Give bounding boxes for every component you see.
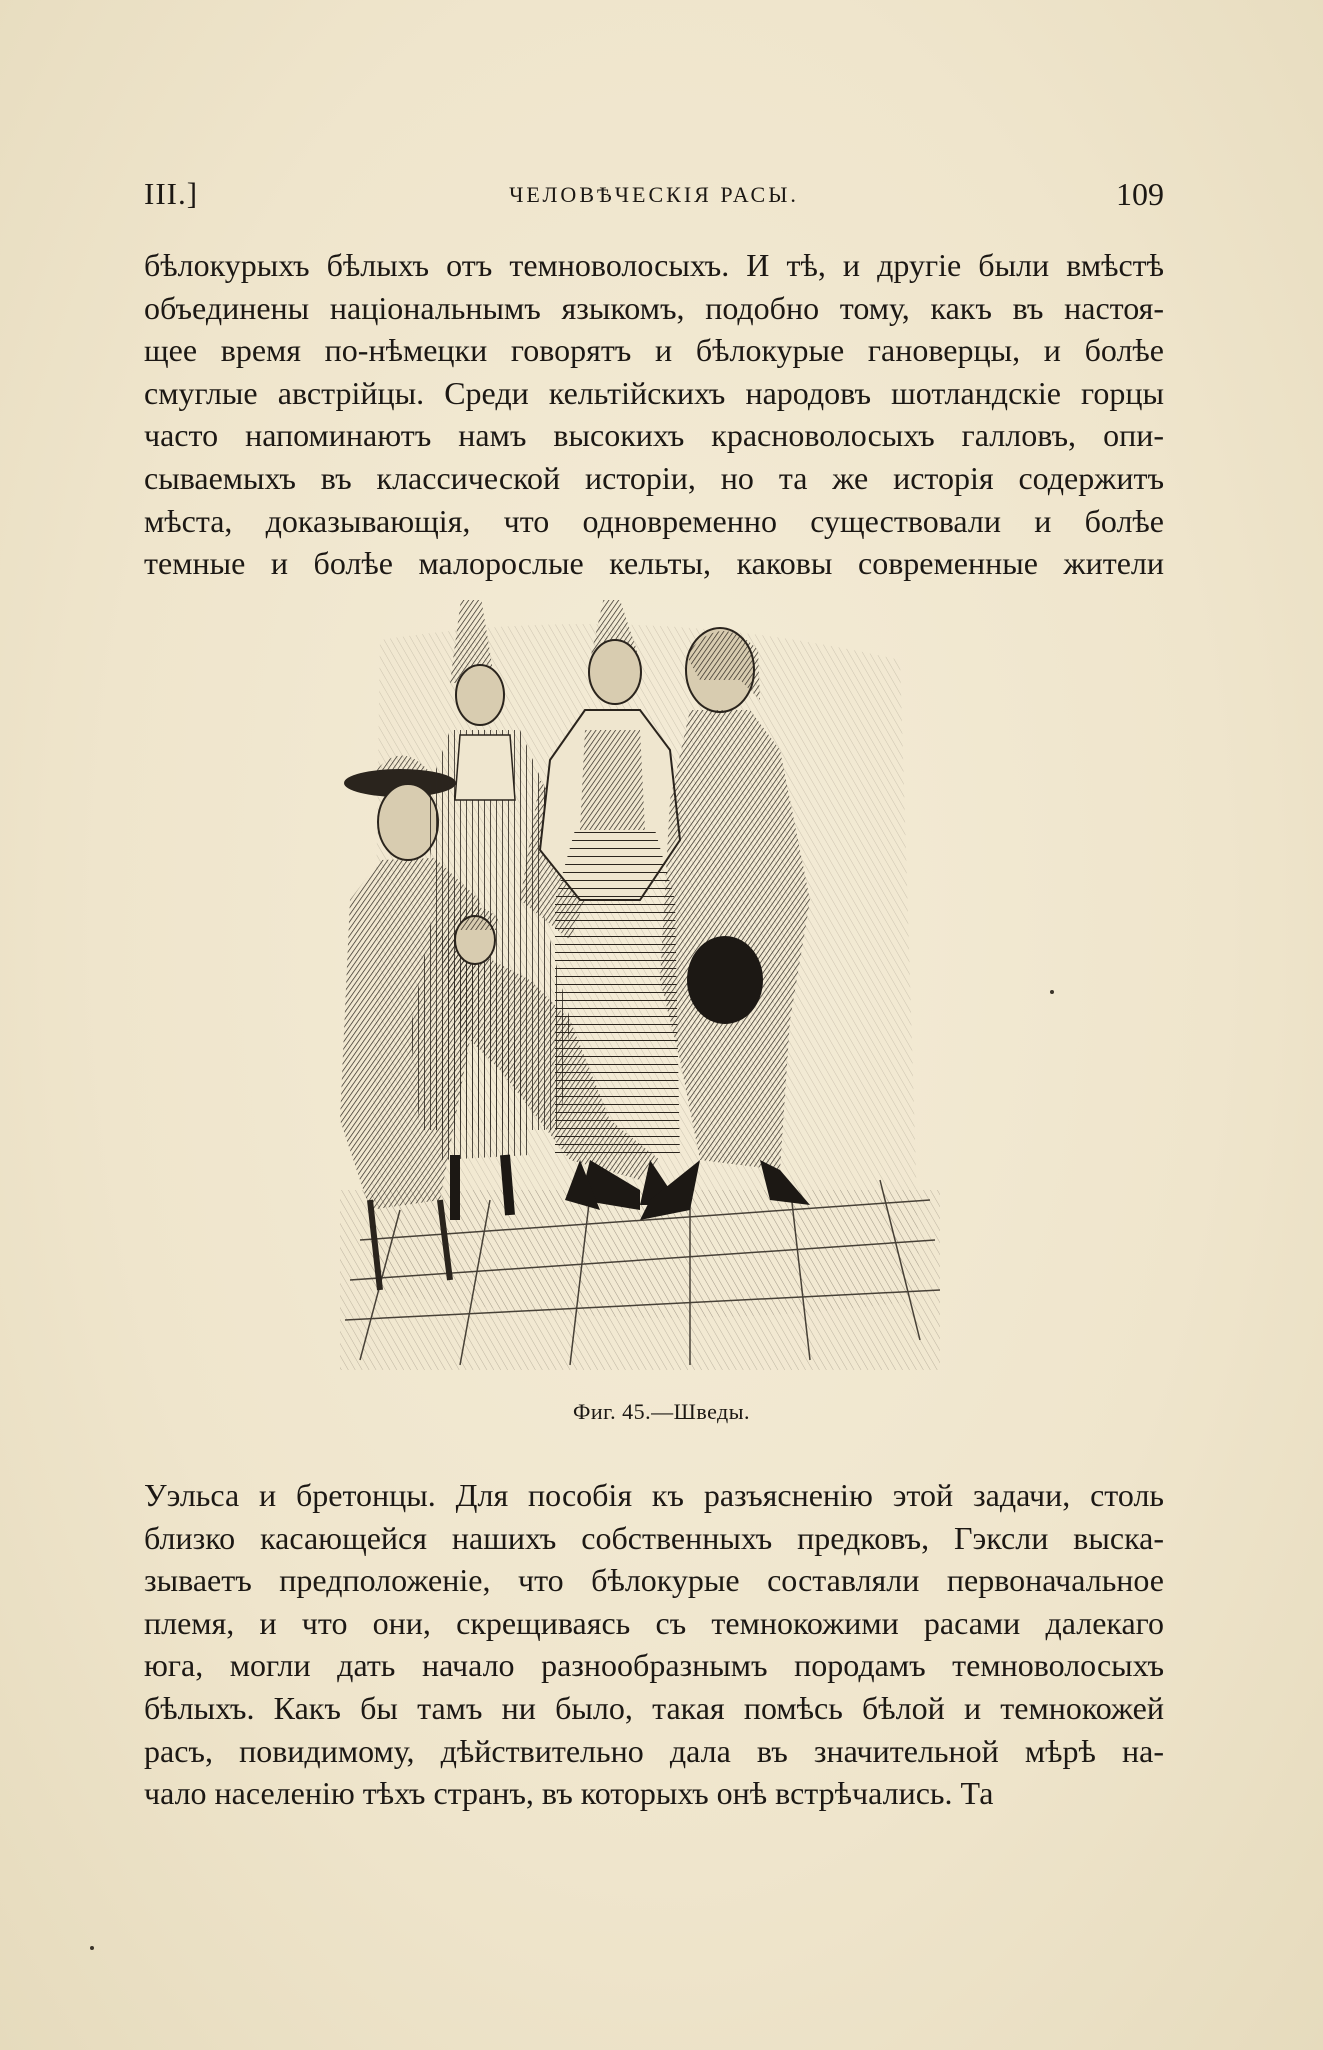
- page-number: 109: [1116, 176, 1164, 212]
- ink-speck: [90, 1946, 94, 1950]
- text-line: юга, могли дать начало разнообразнымъ породамъ темноволосыхъ: [144, 1647, 1164, 1684]
- chapter-number: III.]: [144, 176, 199, 211]
- text-line: зываетъ предположеніе, что бѣлокурые составляли первоначальное: [144, 1562, 1164, 1599]
- running-title: ЧЕЛОВѢЧЕСКІЯ РАСЫ.: [509, 182, 799, 207]
- text-line: сываемыхъ въ классической исторіи, но та же исторія содержитъ: [144, 459, 1164, 496]
- text-line: Уэльса и бретонцы. Для пособія къ разъясненію этой задачи, столь: [144, 1477, 1164, 1513]
- text-line: часто напоминаютъ намъ высокихъ красноволосыхъ галловъ, опи-: [144, 417, 1164, 454]
- text-line: темные и болѣе малорослые кельты, каковы современные жители: [144, 545, 1164, 582]
- figure-caption: Фиг. 45.—Шведы.: [572, 1399, 751, 1424]
- text-line: близко касающейся нашихъ собственныхъ предковъ, Гэксли выска-: [144, 1519, 1164, 1556]
- text-line: объединены національнымъ языкомъ, подобно тому, какъ въ настоя-: [144, 289, 1164, 326]
- text-line: смуглые австрійцы. Среди кельтійскихъ народовъ шотландскіе горцы: [144, 374, 1164, 411]
- text-line: бѣлыхъ. Какъ бы тамъ ни было, такая помѣсь бѣлой и темнокожей: [144, 1689, 1164, 1726]
- text-line: мѣста, доказывающія, что одновременно существовали и болѣе: [144, 502, 1164, 539]
- text-line: расъ, повидимому, дѣйствительно дала въ значительной мѣрѣ на-: [144, 1732, 1164, 1769]
- text-line: чало населенію тѣхъ странъ, въ которыхъ онѣ встрѣчались. Та: [144, 1775, 994, 1812]
- text-line: бѣлокурыхъ бѣлыхъ отъ темноволосыхъ. И тѣ, и другіе были вмѣстѣ: [144, 247, 1164, 283]
- paragraph-top: [144, 244, 1164, 585]
- text-line: племя, и что они, скрещиваясь съ темнокожими расами далекаго: [144, 1604, 1164, 1641]
- text-line: щее время по-нѣмецки говорятъ и бѣлокурые гановерцы, и болѣе: [144, 332, 1164, 369]
- running-header: [144, 176, 1164, 216]
- ink-speck: [1050, 990, 1054, 994]
- figure-swedes: [340, 600, 940, 1380]
- paragraph-bottom: [144, 1474, 1164, 1815]
- engraving-illustration: [340, 600, 940, 1370]
